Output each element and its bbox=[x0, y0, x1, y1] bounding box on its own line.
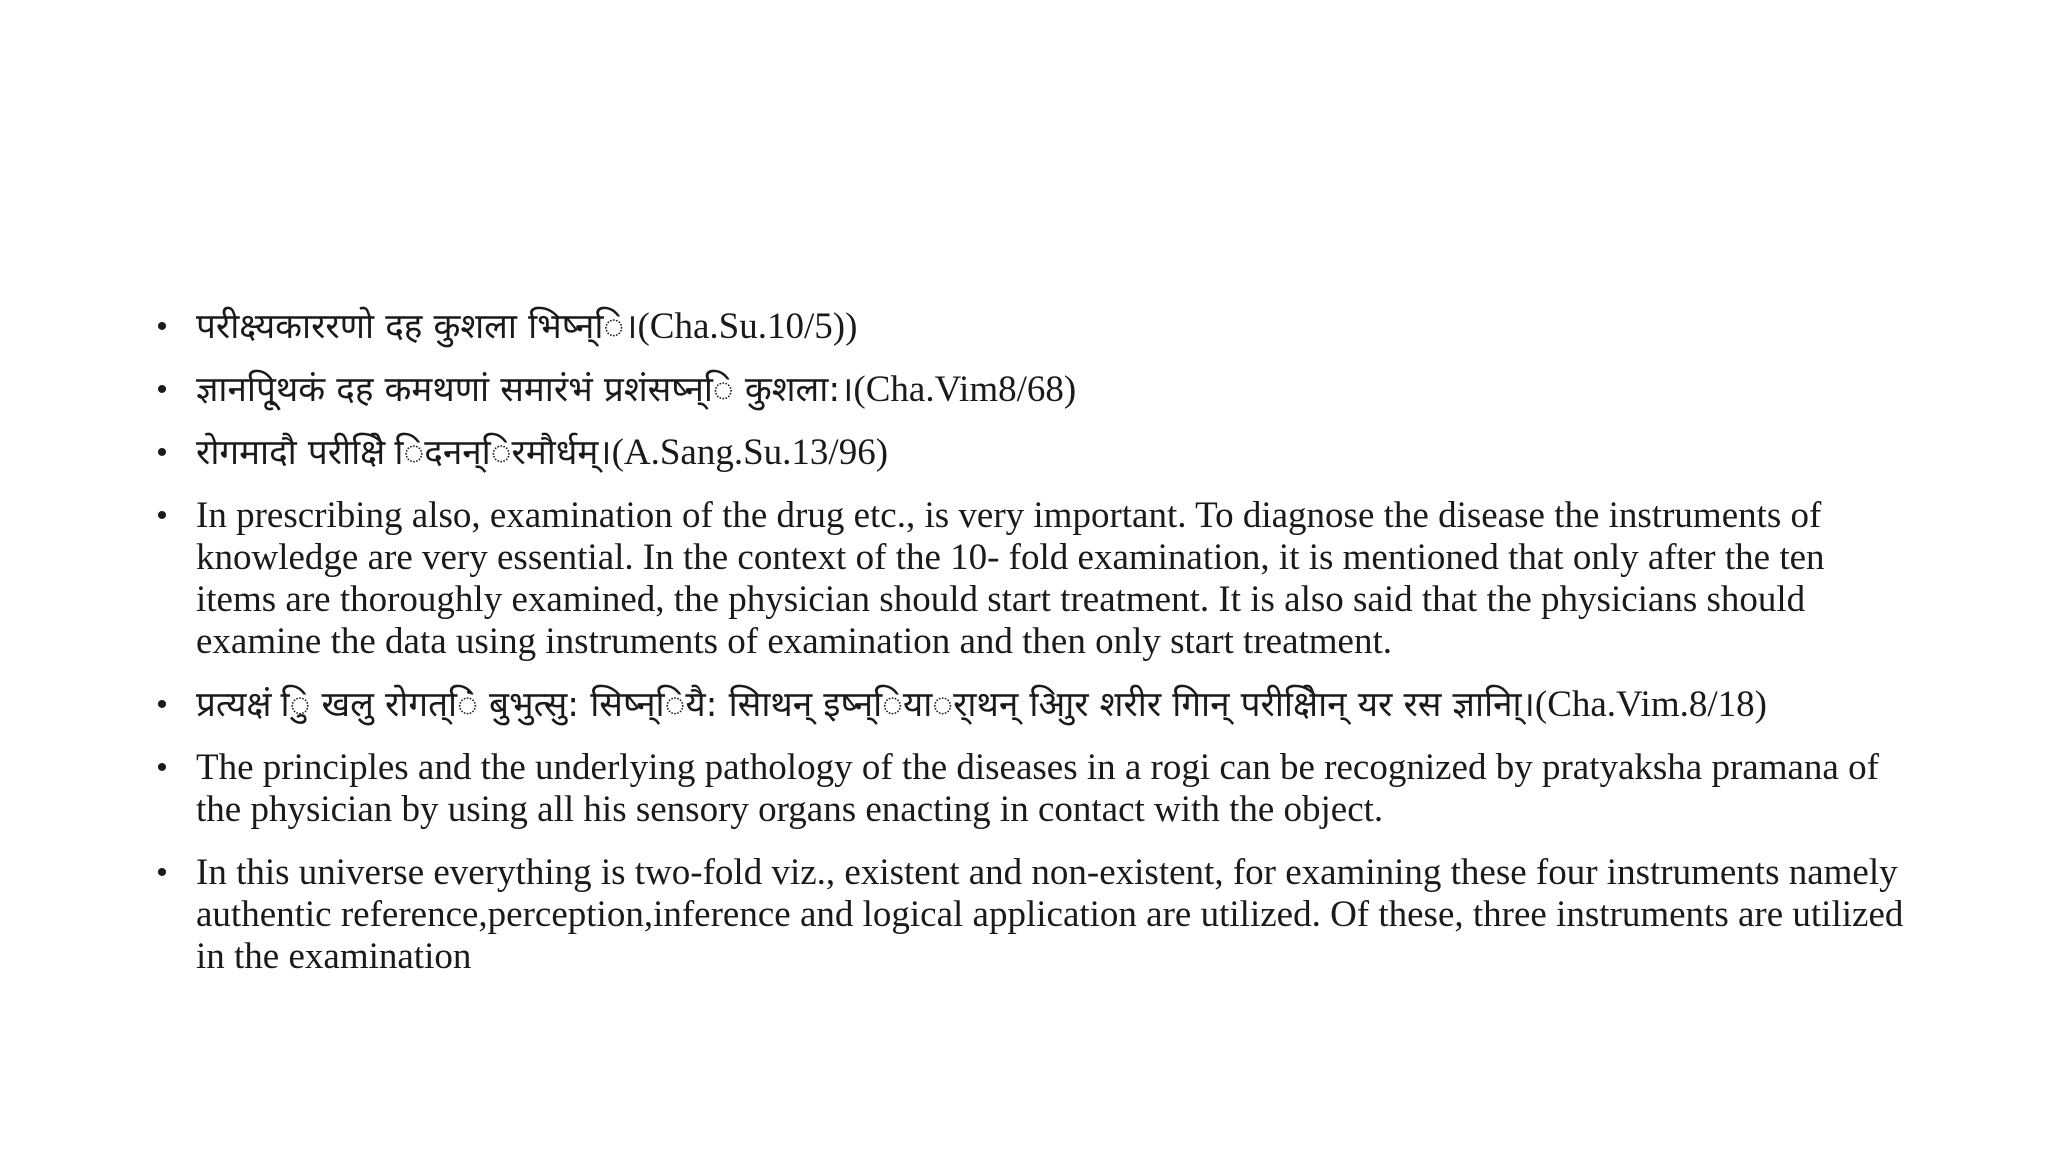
bullet-dot: • bbox=[156, 688, 168, 721]
sanskrit-verse: ज्ञानपूि्थकं दह कमथणां समारंभं प्रशंसष्न्ि कुशला:। bbox=[196, 370, 854, 410]
bullet-item-prescribing-paragraph bbox=[152, 495, 1912, 663]
bullet-dot: • bbox=[156, 310, 168, 343]
sanskrit-verse: परीक्ष्यकाररणो दह कुशला भिष्न्ि। bbox=[196, 307, 638, 347]
bullet-dot: • bbox=[156, 499, 168, 532]
bullet-item-sanskrit-3 bbox=[152, 432, 1912, 474]
paragraph-text: The principles and the underlying pathology of the diseases in a rogi can be recognized by pratyaksha pramana of the physician by using all his sensory organs enacting in contact with the object. bbox=[196, 747, 1879, 830]
bullet-item-sanskrit-4 bbox=[152, 684, 1912, 726]
paragraph-text: In prescribing also, examination of the drug etc., is very important. To diagnose the disease the instruments of knowledge are very essential. In the context of the 10- fold examination, it is mentioned that only after the ten items are thoroughly examined, the physician should start treatment. It is also said that the physicians should examine the data using instruments of examination and then only start treatment. bbox=[196, 495, 1825, 662]
bullet-item-universe-paragraph bbox=[152, 852, 1912, 978]
verse-reference: (A.Sang.Su.13/96) bbox=[611, 432, 889, 473]
bullet-item-principles-paragraph bbox=[152, 747, 1912, 831]
bullet-dot: • bbox=[156, 751, 168, 784]
sanskrit-verse: रोगमादौ परीक्षेि िदनन्िरमौर्धम्। bbox=[196, 433, 612, 473]
paragraph-text: In this universe everything is two-fold viz., existent and non-existent, for examining these four instruments namely authentic reference,perception,inference and logical application are utilized. Of these, three instruments are utilized in the examination bbox=[196, 852, 1904, 977]
bullet-dot: • bbox=[156, 373, 168, 406]
bullet-list bbox=[152, 306, 1912, 999]
sanskrit-verse: प्रत्यक्षं िु खलु रोगत्िं बुभुत्सु: सिष्न्ियै: सिाथन् इष्न्ियार्ाथन् आिुर शरीर गिान् परीक्षेिान् यर रस ज्ञानाि्। bbox=[196, 685, 1535, 725]
verse-reference: (Cha.Vim.8/18) bbox=[1534, 684, 1767, 725]
bullet-item-sanskrit-1 bbox=[152, 306, 1912, 348]
verse-reference: (Cha.Su.10/5)) bbox=[637, 306, 858, 347]
bullet-dot: • bbox=[156, 436, 168, 469]
bullet-item-sanskrit-2 bbox=[152, 369, 1912, 411]
verse-reference: (Cha.Vim8/68) bbox=[853, 369, 1077, 410]
bullet-dot: • bbox=[156, 856, 168, 889]
